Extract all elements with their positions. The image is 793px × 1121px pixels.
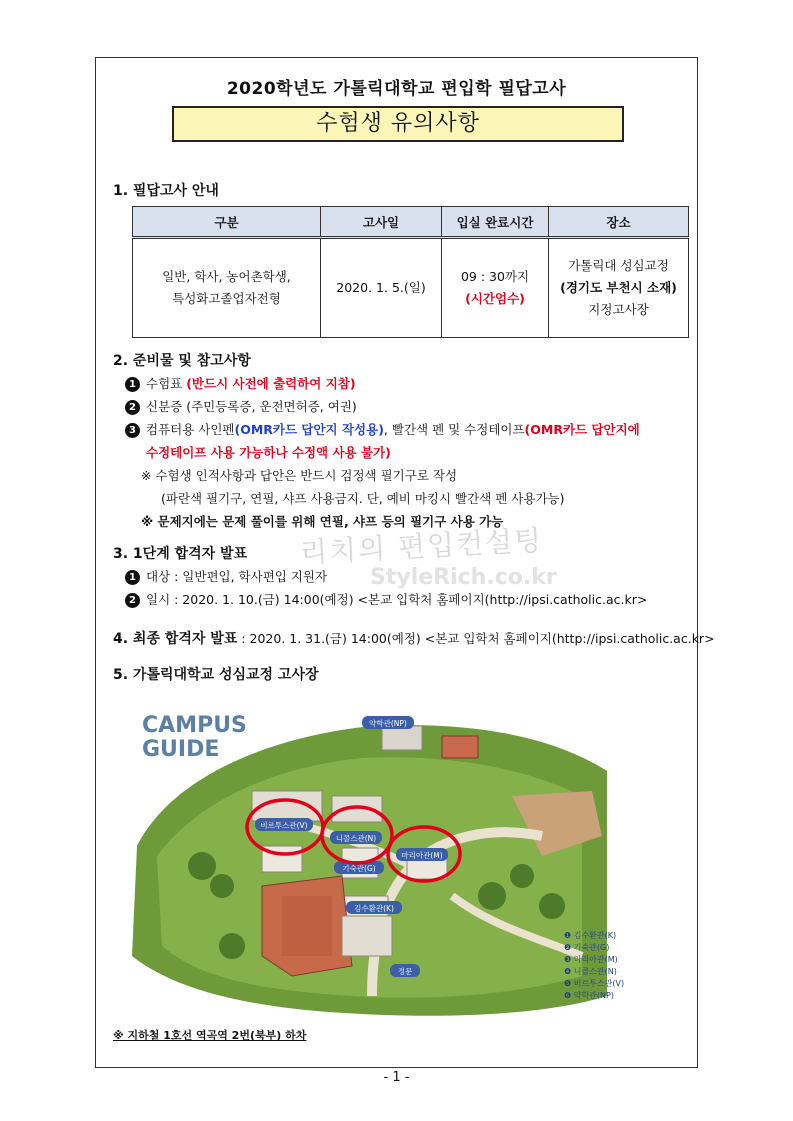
section5-heading: 5. 가톨릭대학교 성심교정 고사장 — [113, 667, 319, 683]
label-n: 니콜스관(N) — [335, 834, 377, 843]
document-title: 2020학년도 가톨릭대학교 편입학 필답고사 — [226, 79, 567, 99]
section4-line — [113, 628, 715, 648]
table-header-date: 고사일 — [321, 207, 442, 238]
section2-heading: 2. 준비물 및 참고사항 — [113, 353, 251, 369]
svg-text:❹ 니콜스관(N): ❹ 니콜스관(N) — [564, 967, 617, 976]
watermark-text: 리치의 편입컨설팅 — [299, 523, 545, 570]
note: ※ 수험생 인적사항과 답안은 반드시 검정색 필기구로 작성 — [141, 468, 458, 483]
section4-text: : 2020. 1. 31.(금) 14:00(예정) <본교 입학처 홈페이지(http://ipsi.catholic.ac.kr> — [237, 631, 715, 646]
list-item: 2 일시 : 2020. 1. 10.(금) 14:00(예정) <본교 입학처 홈페이지(http://ipsi.catholic.ac.kr> — [125, 590, 647, 608]
label-np: 약학관(NP) — [369, 719, 407, 728]
list-item-continued: 수정테이프 사용 가능하나 수정액 사용 불가) — [146, 445, 391, 460]
section4-heading: 4. 최종 합격자 발표 — [113, 631, 238, 647]
list-item: 1 수험표 (반드시 사전에 출력하여 지참) — [125, 374, 356, 392]
cell-category: 일반, 학사, 농어촌학생, 특성화고졸업자전형 — [133, 238, 321, 338]
watermark-url: StyleRich.co.kr — [370, 565, 557, 590]
label-m: 마리아관(M) — [401, 851, 443, 860]
svg-text:❻ 약학관(NP): ❻ 약학관(NP) — [564, 991, 614, 1000]
section1-heading: 1. 필답고사 안내 — [113, 183, 219, 199]
list-item: 1 대상 : 일반편입, 학사편입 지원자 — [125, 567, 327, 585]
page-number: - 1 - — [383, 1070, 410, 1085]
exam-info-table — [132, 206, 689, 338]
svg-text:❸ 마리아관(M): ❸ 마리아관(M) — [564, 955, 618, 964]
label-v: 비르투스관(V) — [260, 821, 308, 830]
label-g: 기숙관(G) — [342, 864, 376, 873]
subway-note: ※ 지하철 1호선 역곡역 2번(북부) 하차 — [113, 1029, 307, 1042]
list-item: 2 신분증 (주민등록증, 운전면허증, 여권) — [125, 397, 357, 415]
notice-banner: 수험생 유의사항 — [172, 106, 624, 142]
map-guide-title: CAMPUS — [142, 713, 247, 738]
note: ※ 문제지에는 문제 풀이를 위해 연필, 샤프 등의 필기구 사용 가능 — [141, 514, 504, 529]
table-header-category: 구분 — [133, 207, 321, 238]
table-row — [133, 238, 689, 338]
label-k: 김수환관(K) — [354, 904, 394, 913]
section3-heading: 3. 1단계 합격자 발표 — [113, 546, 248, 562]
svg-text:❶ 김수환관(K): ❶ 김수환관(K) — [564, 931, 617, 940]
label-gate: 정문 — [397, 967, 413, 976]
table-header-time: 입실 완료시간 — [442, 207, 549, 238]
map-guide-subtitle: GUIDE — [142, 737, 220, 762]
svg-text:❺ 비르투스관(V): ❺ 비르투스관(V) — [564, 979, 625, 988]
table-header-place: 장소 — [549, 207, 689, 238]
note-sub: (파란색 필기구, 연필, 샤프 사용금지. 단, 예비 마킹시 빨간색 펜 사용가능) — [161, 491, 565, 506]
cell-date: 2020. 1. 5.(일) — [321, 238, 442, 338]
list-item: 3 컴퓨터용 사인펜(OMR카드 답안지 작성용), 빨간색 펜 및 수정테이프(OMR카드 답안지에 — [125, 420, 640, 438]
cell-time: 09 : 30까지 (시간엄수) — [442, 238, 549, 338]
campus-map — [112, 696, 625, 1020]
cell-place: 가톨릭대 성심교정 (경기도 부천시 소재) 지정고사장 — [549, 238, 689, 338]
svg-text:❷ 기숙관(G): ❷ 기숙관(G) — [564, 943, 610, 952]
